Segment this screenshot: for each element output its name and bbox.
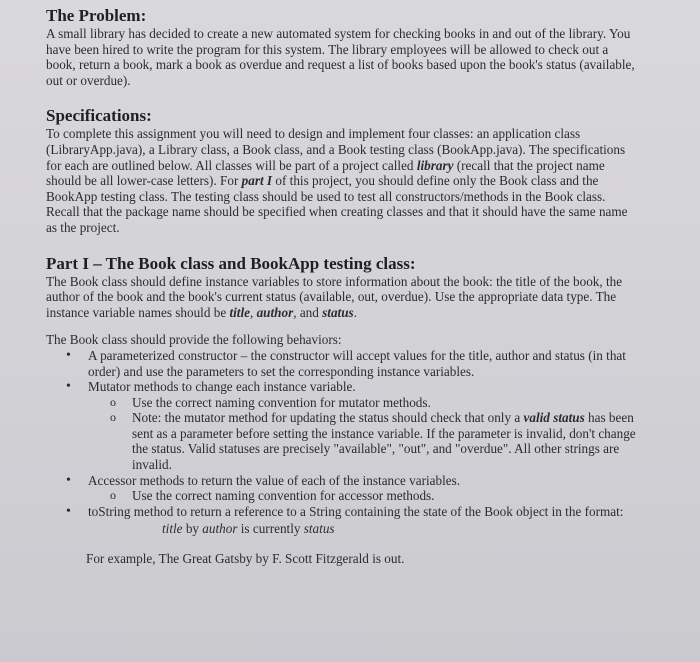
part1-paragraph (46, 274, 640, 321)
list-item-mutators (66, 379, 640, 473)
note-text-a: Note: the mutator method for updating the status should check that only a (132, 410, 524, 426)
mutators-sublist (88, 395, 640, 473)
sublist-item-naming: o Use the correct naming convention for mutator methods. (110, 395, 640, 411)
list-item-tostring: • toString method to return a reference to a String containing the state of the Book object in the format: (66, 504, 640, 520)
format-status: status (303, 521, 335, 537)
list-item-accessors (66, 473, 640, 504)
project-name: library (416, 157, 454, 173)
spec-text-c: of this project, you should define only the Book class and the BookApp testing class. The testing class should be used to test all constructors/methods in the Book class. Recall that the package name should be specified when creating classes and that it should have the same name as the project. (46, 173, 628, 235)
spec-text-b: (recall that the project name should be all lower-case letters). For (46, 157, 605, 189)
example-line: For example, The Great Gatsby by F. Scott Fitzgerald is out. (86, 551, 405, 567)
behaviors-list (46, 348, 640, 520)
accessors-sublist (88, 488, 640, 504)
part1-text-a: The Book class should define instance variables to store information about the book: the title of the book, the author of the book and the book's current status (available, out, overdue). Use the appropriate data type. The instance variable names should be (46, 273, 623, 320)
format-title: title (162, 521, 183, 537)
list-item-constructor: • A parameterized constructor – the constructor will accept values for the title, author and status (in that order) and use the parameters to set the corresponding instance variables. (66, 348, 640, 379)
accessors-text: Accessor methods to return the value of each of the instance variables. (88, 472, 461, 488)
specifications-heading: Specifications: (46, 106, 152, 126)
var-title: title (229, 304, 250, 320)
mutators-text: Mutator methods to change each instance variable. (88, 379, 356, 395)
spec-text-a: To complete this assignment you will need to design and implement four classes: an application class (LibraryApp.java), a Library class, a Book class, and a Book testing class (BookApp.java). The specifications for each are outlined below. All classes will be part of a project called (46, 126, 626, 173)
part-reference: part I (241, 173, 273, 189)
var-author: author (256, 304, 294, 320)
format-author: author (202, 521, 238, 537)
note-text-c: has been sent as a parameter before setting the instance variable. If the parameter is invalid, don't change the status. Valid statuses are precisely "available", "out", and "overdue". All other strings are invalid. (132, 410, 636, 473)
sublist-item-accessor-naming: o Use the correct naming convention for accessor methods. (110, 488, 640, 504)
part1-heading: Part I – The Book class and BookApp testing class: (46, 253, 416, 273)
format-is: is currently (237, 521, 304, 537)
separator: , (249, 304, 257, 320)
format-by: by (182, 521, 203, 537)
var-status: status (322, 304, 354, 320)
behaviors-intro: The Book class should provide the following behaviors: (46, 332, 342, 348)
sublist-item-note (110, 410, 640, 472)
separator: , and (293, 304, 323, 320)
specifications-paragraph (46, 126, 640, 235)
problem-heading: The Problem: (46, 6, 147, 25)
tostring-format (46, 521, 640, 537)
note-valid: valid (523, 410, 550, 426)
note-status: status (553, 410, 585, 426)
problem-paragraph: A small library has decided to create a new automated system for checking books in and out of the library. You have been hired to write the program for this system. The library employees will be allowed to check out a book, return a book, mark a book as overdue and request a list of books based upon the book's status (available, out or overdue). (46, 26, 635, 88)
period: . (353, 304, 357, 320)
